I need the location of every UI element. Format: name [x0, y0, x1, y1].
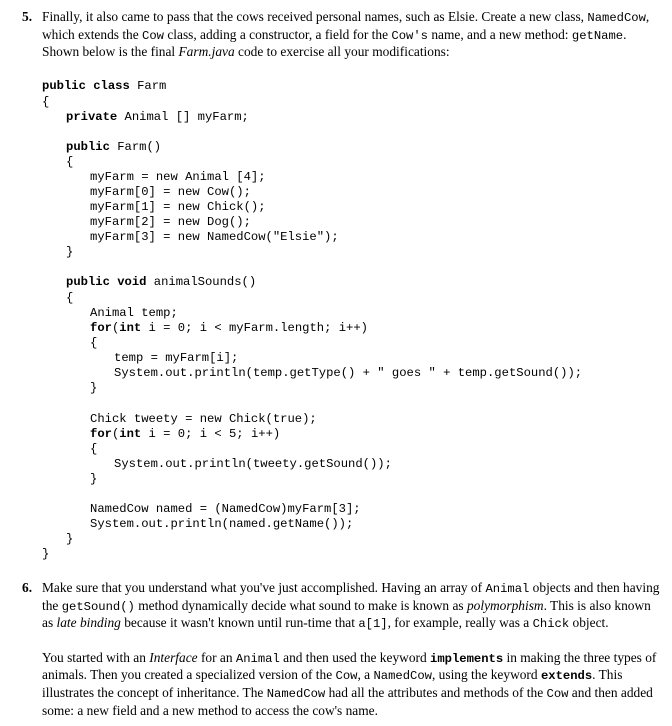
code-line: }: [42, 547, 50, 561]
code-line: private Animal [] myFarm;: [66, 110, 249, 124]
code-line: Animal temp;: [90, 306, 178, 320]
question-6: [22, 580, 662, 719]
question-6-paragraph-1: Make sure that you understand what you've just accomplished. Having an array of Animal objects and then having the getSound() method dynamically decide what sound to make is known as polymorphism. This is also known as late binding because it wasn't known until run-time that a[1], for example, really was a Chick object.: [42, 580, 660, 632]
code-line: }: [66, 245, 74, 259]
code-line: Chick tweety = new Chick(true);: [90, 412, 317, 426]
code-line: }: [66, 532, 74, 546]
code-line: {: [66, 155, 74, 169]
code-line: for(int i = 0; i < myFarm.length; i++): [90, 321, 368, 335]
code-line: NamedCow named = (NamedCow)myFarm[3];: [90, 502, 361, 516]
code-line: {: [42, 95, 50, 109]
question-number: 5.: [22, 9, 33, 24]
code-line: public Farm(): [66, 140, 162, 154]
code-line: myFarm[1] = new Chick();: [90, 200, 266, 214]
code-line: myFarm[0] = new Cow();: [90, 185, 251, 199]
code-line: }: [90, 472, 98, 486]
code-line: temp = myFarm[i];: [114, 351, 239, 365]
code-line: }: [90, 381, 98, 395]
code-line: public class Farm: [42, 79, 167, 93]
code-line: myFarm[3] = new NamedCow("Elsie");: [90, 230, 339, 244]
code-line: myFarm = new Animal [4];: [90, 170, 266, 184]
code-line: {: [66, 291, 74, 305]
question-number: 6.: [22, 580, 33, 595]
code-line: {: [90, 336, 98, 350]
question-5: [22, 9, 662, 61]
code-line: myFarm[2] = new Dog();: [90, 215, 251, 229]
code-line: {: [90, 442, 98, 456]
question-6-paragraph-2: You started with an Interface for an Animal and then used the keyword implements in making the three types of animals. Then you created a specialized version of the Cow, a NamedCow, using the keyword extends. This illustrates the concept of inheritance. The NamedCow had all the attributes and methods of the Cow and then added some: a new field and a new method to access the cow's name.: [42, 649, 657, 718]
code-line: System.out.println(tweety.getSound());: [114, 457, 392, 471]
code-line: public void animalSounds(): [66, 275, 257, 289]
question-5-text: Finally, it also came to pass that the cows received personal names, such as Elsie. Create a new class, NamedCow, which extends the Cow class, adding a constructor, a field for the Cow's name, and a new method: getName. Shown below is the final Farm.java code to exercise all your modifications:: [42, 9, 650, 60]
code-line: System.out.println(temp.getType() + " goes " + temp.getSound());: [114, 366, 583, 380]
code-line: System.out.println(named.getName());: [90, 517, 354, 531]
code-line: for(int i = 0; i < 5; i++): [90, 427, 281, 441]
